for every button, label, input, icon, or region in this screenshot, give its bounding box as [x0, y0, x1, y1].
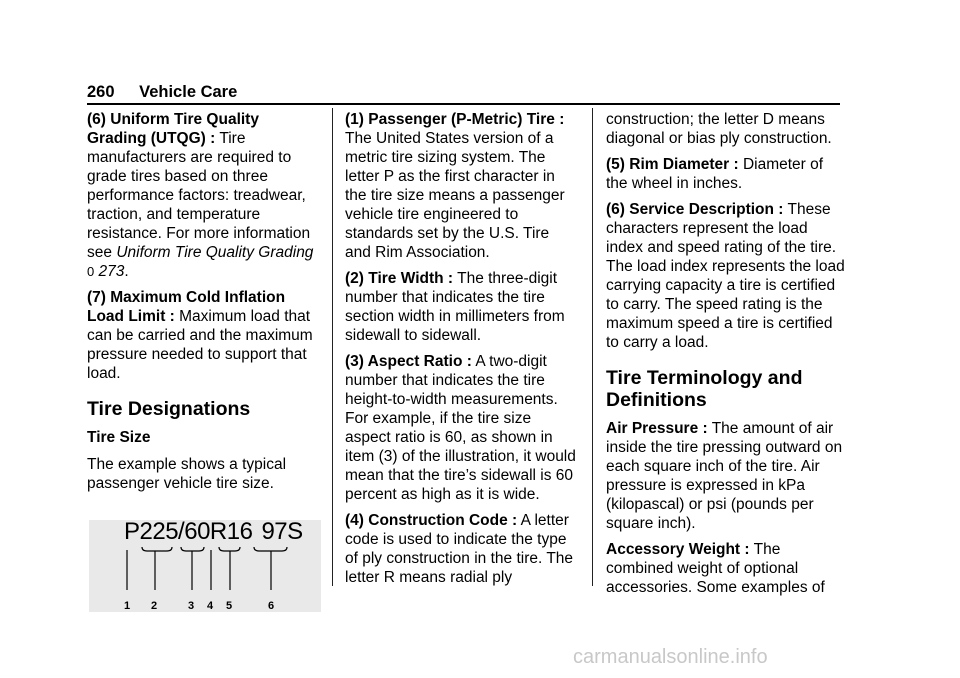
rim-diameter-text: Diameter of the wheel in inches. [606, 156, 824, 192]
passenger-tire-term: (1) Passenger (P-Metric) Tire : [345, 111, 565, 128]
section-title: Vehicle Care [139, 83, 238, 101]
service-description-paragraph [606, 200, 846, 352]
header-rule [87, 103, 840, 105]
tire-designations-heading: Tire Designations [87, 398, 251, 420]
aspect-ratio-paragraph [345, 352, 579, 504]
load-limit-term: (7) Maximum Cold Inflation Load Limit : [87, 289, 286, 325]
callout-bracket-5 [219, 547, 240, 551]
service-description-text: These characters represent the load index and speed rating of the tire. The load index represents the load carrying capacity a tire is certified to carry. The speed rating is the maximum speed a tire is certified to carry a load. [606, 201, 845, 351]
utqg-text: Tire manufacturers are required to grade tires based on three performance factors: treadwear, traction, and temperature resistance. For more information see [87, 130, 311, 261]
aspect-ratio-term: (3) Aspect Ratio : [345, 353, 472, 370]
air-pressure-text: The amount of air inside the tire pressing outward on each square inch of the tire. Air pressure is expressed in kPa (kilopascal) or psi (pounds per square inch). [606, 420, 843, 532]
tire-code-service: 97S [261, 518, 303, 545]
construction-code-text: A letter code is used to indicate the type of ply construction in the tire. The letter R means radial ply [345, 512, 574, 586]
construction-code-paragraph [345, 511, 579, 587]
callout-label-1: 1 [124, 600, 131, 612]
tire-size-intro: The example shows a typical passenger vehicle tire size. [87, 456, 287, 492]
load-limit-paragraph [87, 288, 321, 383]
construction-code-term: (4) Construction Code : [345, 512, 518, 529]
tire-width-text: The three-digit number that indicates the tire section width in millimeters from sidewall to sidewall. [345, 270, 565, 344]
callout-label-5: 5 [226, 600, 233, 612]
tire-size-illustration [89, 520, 321, 612]
utqg-link[interactable]: Uniform Tire Quality Grading [116, 244, 314, 261]
construction-code-continued: construction; the letter D means diagonal or bias ply construction. [606, 111, 832, 147]
tire-code-main: P225/60R16 [124, 518, 253, 545]
tire-width-term: (2) Tire Width : [345, 270, 454, 287]
page-number: 260 [87, 83, 115, 101]
rim-diameter-term: (5) Rim Diameter : [606, 156, 739, 173]
utqg-end: . [124, 263, 129, 280]
air-pressure-term: Air Pressure : [606, 420, 708, 437]
tire-terminology-heading: Tire Terminology and Definitions [606, 367, 803, 411]
page-ref-icon: 0 [87, 264, 95, 279]
accessory-weight-paragraph [606, 540, 846, 597]
column-divider-1 [332, 108, 333, 586]
callout-label-2: 2 [151, 600, 158, 612]
tire-size-subheading: Tire Size [87, 429, 151, 446]
column-2 [345, 110, 579, 594]
air-pressure-paragraph [606, 419, 846, 533]
callout-bracket-3 [181, 547, 204, 551]
tire-width-paragraph [345, 269, 579, 345]
utqg-page-link[interactable]: 273 [98, 263, 125, 280]
utqg-term: (6) Uniform Tire Quality Grading (UTQG) : [87, 111, 259, 147]
passenger-tire-paragraph [345, 110, 579, 262]
watermark: carmanualsonline.info [573, 646, 768, 668]
load-limit-text: Maximum load that can be carried and the maximum pressure needed to support that load. [87, 308, 313, 382]
aspect-ratio-text: A two-digit number that indicates the tire height-to-width measurements. For example, if the tire size aspect ratio is 60, as shown in item (3) of the illustration, it would mean that the tire’s sidewall is 60 percent as high as it is wide. [345, 353, 576, 503]
accessory-weight-term: Accessory Weight : [606, 541, 750, 558]
callout-label-4: 4 [207, 600, 214, 612]
callout-label-6: 6 [268, 600, 275, 612]
service-description-term: (6) Service Description : [606, 201, 784, 218]
accessory-weight-text: The combined weight of optional accessories. Some examples of [606, 541, 825, 596]
column-divider-2 [592, 108, 593, 586]
utqg-paragraph [87, 110, 321, 281]
passenger-tire-text: The United States version of a metric tire sizing system. The letter P as the first character in the tire size means a passenger vehicle tire engineered to standards set by the U.S. Tire and Rim Association. [345, 130, 565, 261]
page-header [87, 83, 237, 102]
column-1 [87, 110, 321, 612]
column-3 [606, 110, 846, 604]
callout-bracket-2 [142, 547, 172, 551]
callout-bracket-6 [254, 547, 287, 551]
rim-diameter-paragraph [606, 155, 846, 193]
callout-label-3: 3 [188, 600, 195, 612]
